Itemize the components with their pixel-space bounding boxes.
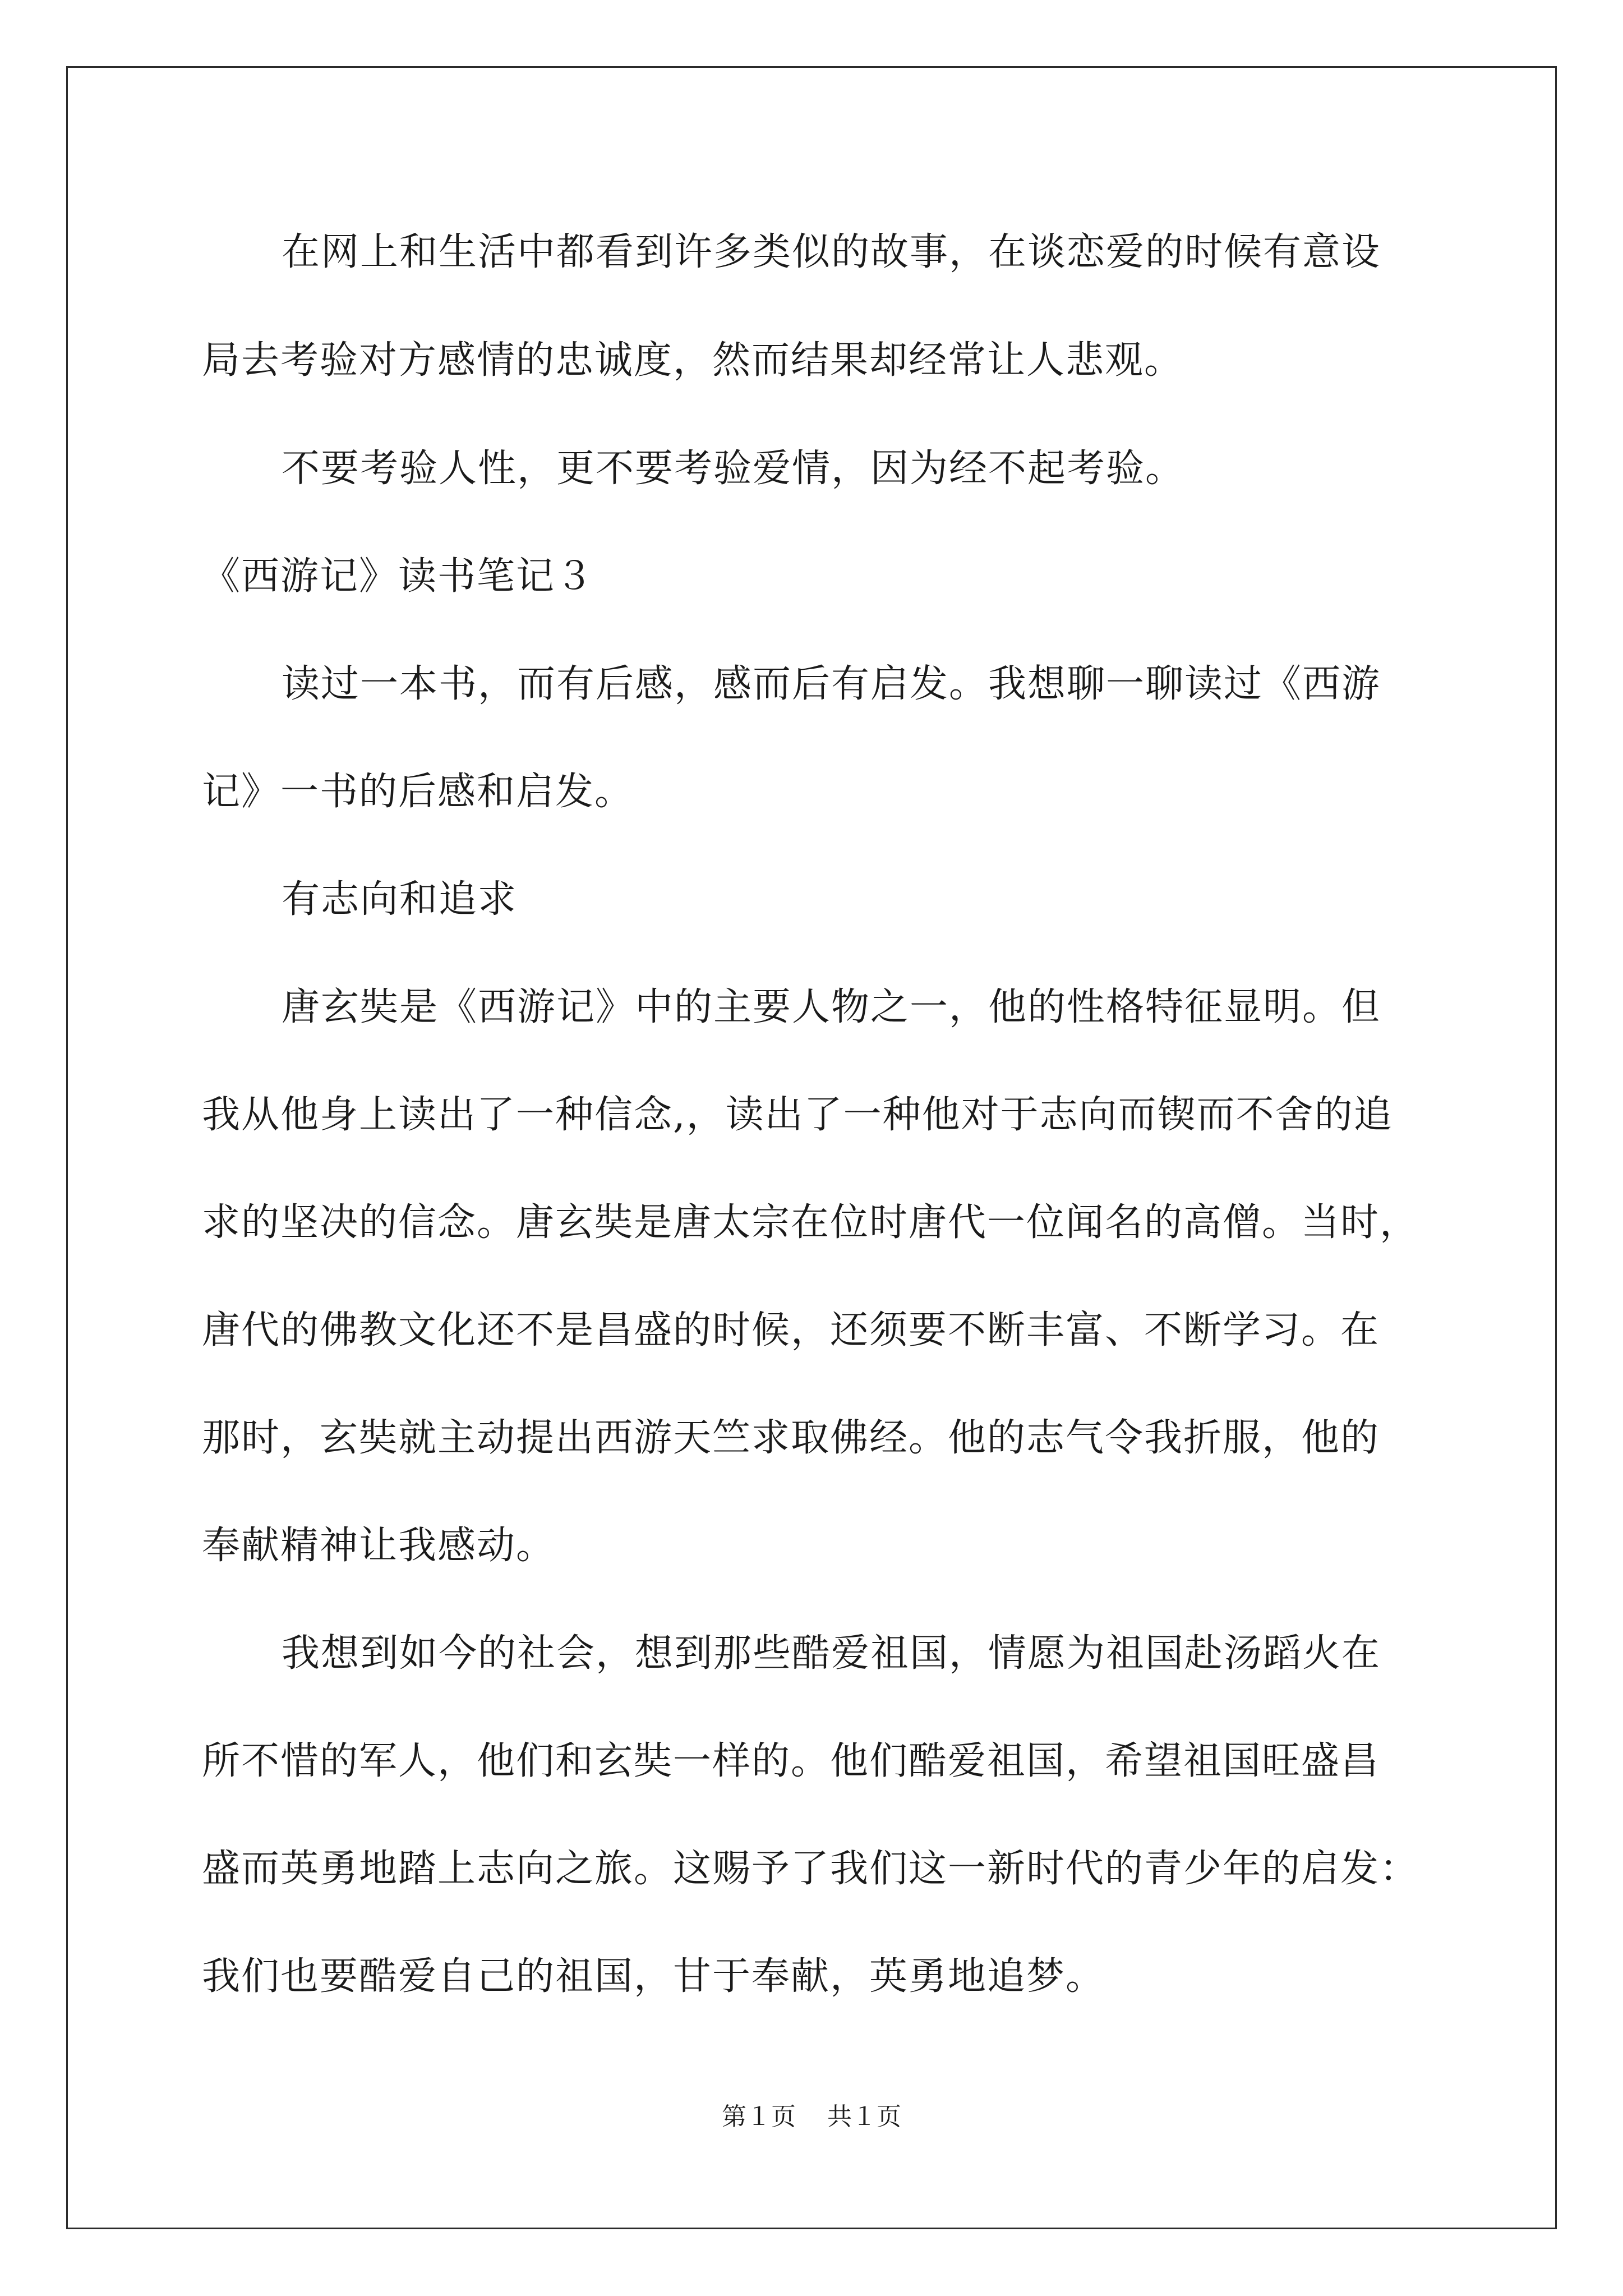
- paragraph-line: 盛而英勇地踏上志向之旅。这赐予了我们这一新时代的青少年的启发：: [202, 1847, 1419, 1891]
- paragraph-line: 不要考验人性，更不要考验爱情，因为经不起考验。: [282, 447, 1185, 491]
- paragraph-line: 记》一书的后感和启发。: [202, 770, 634, 814]
- paragraph-line: 在网上和生活中都看到许多类似的故事，在谈恋爱的时候有意设: [282, 230, 1381, 274]
- subheading: 有志向和追求: [282, 877, 518, 922]
- paragraph-line: 我们也要酷爱自己的祖国，甘于奉献，英勇地追梦。: [202, 1954, 1105, 1999]
- paragraph-line: 求的坚决的信念。唐玄奘是唐太宗在位时唐代一位闻名的高僧。当时，: [202, 1200, 1419, 1245]
- page-number-total: 共１页: [827, 2102, 901, 2131]
- paragraph-line: 我从他身上读出了一种信念,，读出了一种他对于志向而锲而不舍的追: [202, 1093, 1393, 1137]
- paragraph-line: 唐玄奘是《西游记》中的主要人物之一，他的性格特征显明。但: [282, 985, 1381, 1029]
- paragraph-line: 所不惜的军人，他们和玄奘一样的。他们酷爱祖国，希望祖国旺盛昌: [202, 1739, 1380, 1783]
- paragraph-line: 那时，玄奘就主动提出西游天竺求取佛经。他的志气令我折服，他的: [202, 1416, 1380, 1460]
- page-footer: [0, 2100, 1623, 2134]
- paragraph-line: 我想到如今的社会，想到那些酷爱祖国，情愿为祖国赴汤蹈火在: [282, 1631, 1381, 1676]
- page-number-current: 第１页: [722, 2102, 796, 2131]
- section-heading: 《西游记》读书笔记３: [202, 554, 595, 599]
- paragraph-line: 读过一本书，而有后感，感而后有启发。我想聊一聊读过《西游: [282, 662, 1381, 706]
- paragraph-line: 奉献精神让我感动。: [202, 1524, 556, 1568]
- page-border: [66, 66, 1557, 2229]
- paragraph-line: 唐代的佛教文化还不是昌盛的时候，还须要不断丰富、不断学习。在: [202, 1308, 1380, 1352]
- paragraph-line: 局去考验对方感情的忠诚度，然而结果却经常让人悲观。: [202, 338, 1184, 383]
